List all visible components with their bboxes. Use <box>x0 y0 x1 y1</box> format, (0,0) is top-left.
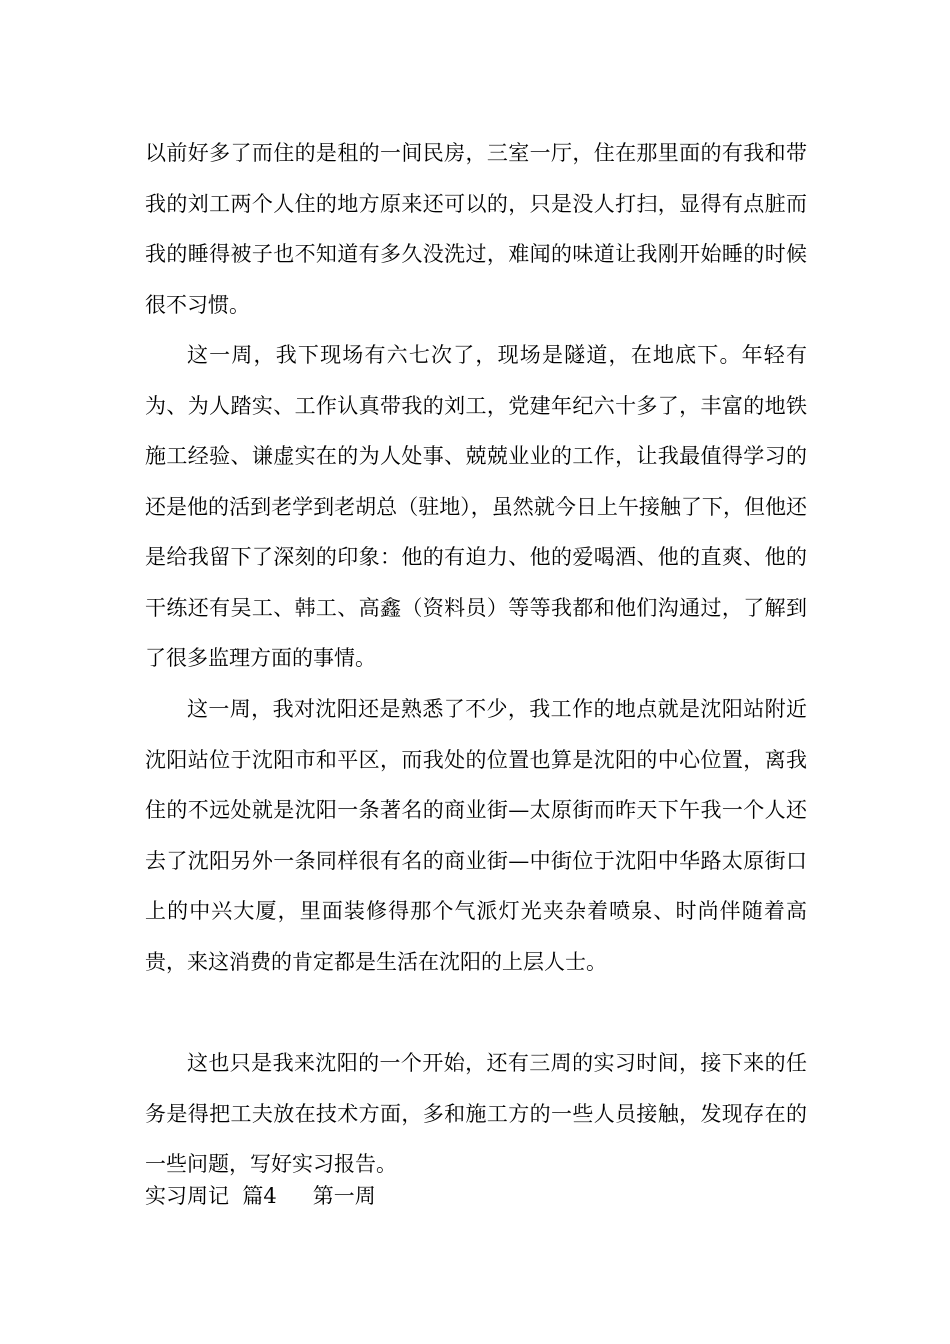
paragraph-site-visits: 这一周，我下现场有六七次了，现场是隧道，在地底下。年轻有为、为人踏实、工作认真带我的刘工，党建年纪六十多了，丰富的地铁施工经验、谦虚实在的为人处事、兢兢业业的工作，让我最值得学习的还是他的活到老学到老胡总（驻地），虽然就今日上午接触了下，但他还是给我留下了深刻的印象：他的有迫力、他的爱喝酒、他的直爽、他的干练还有吴工、韩工、高鑫（资料员）等等我都和他们沟通过，了解到了很多监理方面的事情。 <box>145 343 807 670</box>
section-heading-title: 实习周记 篇4 <box>145 1184 277 1208</box>
paragraph-plan: 这也只是我来沈阳的一个开始，还有三周的实习时间，接下来的任务是得把工夫放在技术方面，多和施工方的一些人员接触，发现存在的一些问题，写好实习报告。 <box>145 1051 807 1176</box>
paragraph-continued: 以前好多了而住的是租的一间民房，三室一厅，住在那里面的有我和带我的刘工两个人住的地方原来还可以的，只是没人打扫，显得有点脏而我的睡得被子也不知道有多久没洗过，难闻的味道让我刚开始睡的时候很不习惯。 <box>145 141 807 317</box>
section-heading <box>145 1171 376 1221</box>
paragraph-shenyang: 这一周，我对沈阳还是熟悉了不少，我工作的地点就是沈阳站附近沈阳站位于沈阳市和平区，而我处的位置也算是沈阳的中心位置，离我住的不远处就是沈阳一条著名的商业街—太原街而昨天下午我一个人还去了沈阳另外一条同样很有名的商业街—中街位于沈阳中华路太原街口上的中兴大厦，里面装修得那个气派灯光夹杂着喷泉、时尚伴随着高贵，来这消费的肯定都是生活在沈阳的上层人士。 <box>145 697 807 974</box>
section-heading-subtitle: 第一周 <box>312 1184 376 1208</box>
